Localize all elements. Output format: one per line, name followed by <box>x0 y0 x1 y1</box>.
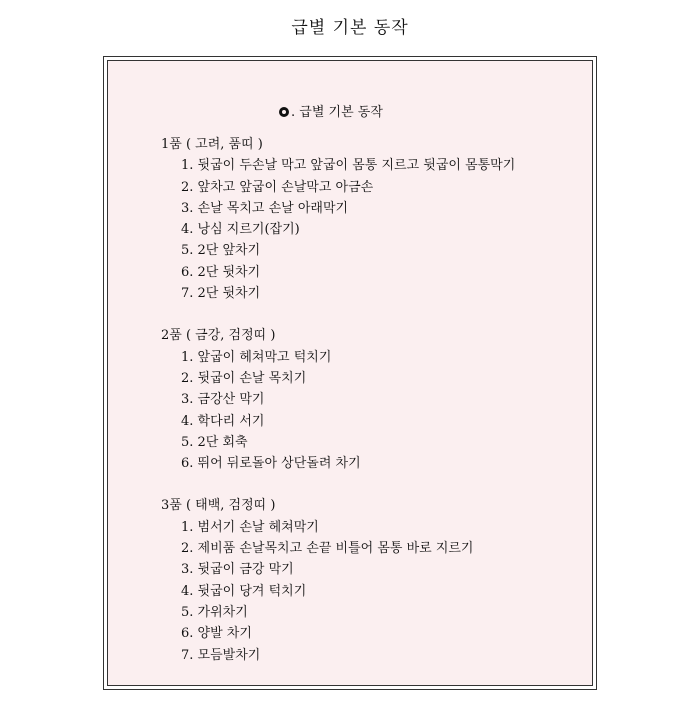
section-title: 2품 ( 금강, 검정띠 ) <box>161 328 276 344</box>
list-item: 4. 낭심 지르기(잡기) <box>181 222 300 238</box>
list-item: 4. 학다리 서기 <box>181 413 265 429</box>
section-1pum <box>161 134 515 304</box>
page-title: 급별 기본 동작 <box>291 18 409 38</box>
list-item: 3. 금강산 막기 <box>181 392 265 408</box>
circle-bullet-icon <box>279 107 289 117</box>
list-item: 1. 뒷굽이 두손날 막고 앞굽이 몸통 지르고 뒷굽이 몸통막기 <box>181 158 516 174</box>
list-item: 6. 2단 뒷차기 <box>181 264 261 280</box>
content-panel <box>107 60 593 686</box>
list-item: 1. 범서기 손날 헤쳐막기 <box>181 519 319 535</box>
list-item: 2. 뒷굽이 손날 목치기 <box>181 370 307 386</box>
section-3pum <box>161 495 515 665</box>
list-item: 3. 뒷굽이 금강 막기 <box>181 562 294 578</box>
list-item: 5. 2단 회축 <box>181 434 248 450</box>
list-item: 4. 뒷굽이 당겨 턱치기 <box>181 583 307 599</box>
list-item: 1. 앞굽이 헤쳐막고 턱치기 <box>181 349 332 365</box>
section-heading <box>279 101 383 120</box>
section-title: 3품 ( 태백, 검정띠 ) <box>161 498 276 514</box>
section-2pum <box>161 325 515 474</box>
list-item: 5. 가위차기 <box>181 604 248 620</box>
list-item: 7. 2단 뒷차기 <box>181 286 261 302</box>
list-item: 3. 손날 목치고 손날 아래막기 <box>181 200 349 216</box>
poomsae-list <box>161 134 515 687</box>
list-item: 6. 양발 차기 <box>181 626 252 642</box>
list-item: 7. 모듬발차기 <box>181 647 261 663</box>
list-item: 2. 제비품 손날목치고 손끝 비틀어 몸통 바로 지르기 <box>181 541 474 557</box>
content-frame <box>103 56 597 690</box>
list-item: 2. 앞차고 앞굽이 손날막고 아금손 <box>181 179 374 195</box>
section-heading-text: . 급별 기본 동작 <box>291 105 383 120</box>
list-item: 5. 2단 앞차기 <box>181 243 261 259</box>
section-title: 1품 ( 고려, 품띠 ) <box>161 137 263 152</box>
list-item: 6. 뛰어 뒤로돌아 상단돌려 차기 <box>181 456 361 472</box>
